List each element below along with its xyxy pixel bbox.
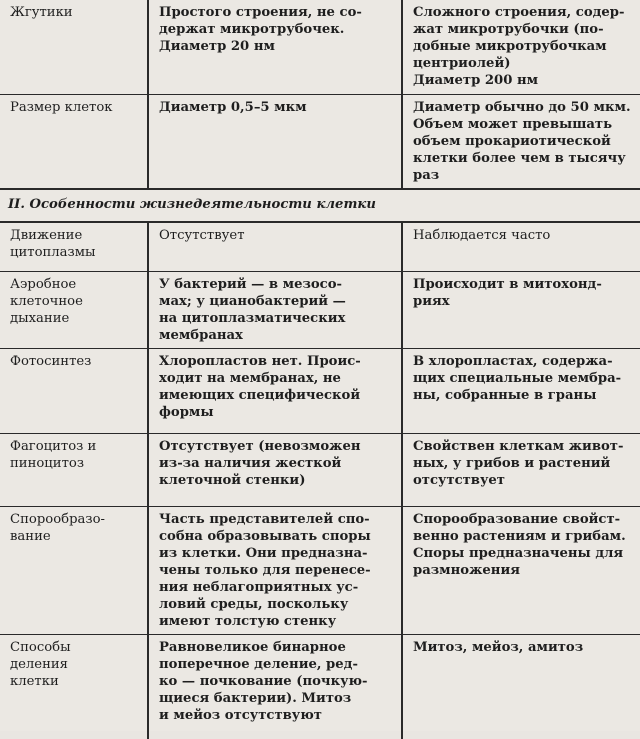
- feature-cell: Способы деления клетки: [0, 635, 148, 739]
- table-row: [0, 349, 640, 434]
- eukaryote-cell: Спорообразование свойст- венно растениям и грибам. Споры предназначены для размножения: [402, 507, 640, 635]
- eukaryote-cell: Происходит в митохонд- риях: [402, 272, 640, 349]
- table-row: [0, 95, 640, 190]
- feature-cell: Спорообразо- вание: [0, 507, 148, 635]
- section-heading-row: [0, 189, 640, 222]
- prokaryote-cell: Диаметр 0,5–5 мкм: [148, 95, 402, 190]
- eukaryote-cell: В хлоропластах, содержа- щих специальные мембра- ны, собранные в граны: [402, 349, 640, 434]
- eukaryote-cell: Свойствен клеткам живот- ных, у грибов и растений отсутствует: [402, 434, 640, 507]
- feature-cell: Аэробное клеточное дыхание: [0, 272, 148, 349]
- eukaryote-cell: Наблюдается часто: [402, 222, 640, 272]
- feature-cell: Размер клеток: [0, 95, 148, 190]
- table-row: [0, 272, 640, 349]
- prokaryote-cell: Простого строения, не со- держат микротрубочек. Диаметр 20 нм: [148, 0, 402, 95]
- eukaryote-cell: Диаметр обычно до 50 мкм. Объем может превышать объем прокариотической клетки более чем в тысячу раз: [402, 95, 640, 190]
- prokaryote-cell: Часть представителей спо- собна образовывать споры из клетки. Они предназна- чены только для перенесе- ния неблагоприятных ус- ловий среды, поскольку имеют толстую стенку: [148, 507, 402, 635]
- eukaryote-cell: Сложного строения, содер- жат микротрубочки (по- добные микротрубочкам центриолей) Диаметр 200 нм: [402, 0, 640, 95]
- table-row: [0, 0, 640, 95]
- prokaryote-cell: Равновеликое бинарное поперечное деление, ред- ко — почкование (почкую- щиеся бактерии). Митоз и мейоз отсутствуют: [148, 635, 402, 739]
- feature-cell: Жгутики: [0, 0, 148, 95]
- prokaryote-cell: У бактерий — в мезосо- мах; у цианобактерий — на цитоплазматических мембранах: [148, 272, 402, 349]
- table-row: [0, 222, 640, 272]
- feature-cell: Фотосинтез: [0, 349, 148, 434]
- prokaryote-cell: Отсутствует: [148, 222, 402, 272]
- section-title: II. Особенности жизнедеятельности клетки: [0, 189, 640, 222]
- feature-cell: Движение цитоплазмы: [0, 222, 148, 272]
- prokaryote-cell: Хлоропластов нет. Проис- ходит на мембранах, не имеющих специфической формы: [148, 349, 402, 434]
- feature-cell: Фагоцитоз и пиноцитоз: [0, 434, 148, 507]
- prokaryote-cell: Отсутствует (невозможен из-за наличия жесткой клеточной стенки): [148, 434, 402, 507]
- table-row: [0, 507, 640, 635]
- table-row: [0, 635, 640, 739]
- eukaryote-cell: Митоз, мейоз, амитоз: [402, 635, 640, 739]
- table-row: [0, 434, 640, 507]
